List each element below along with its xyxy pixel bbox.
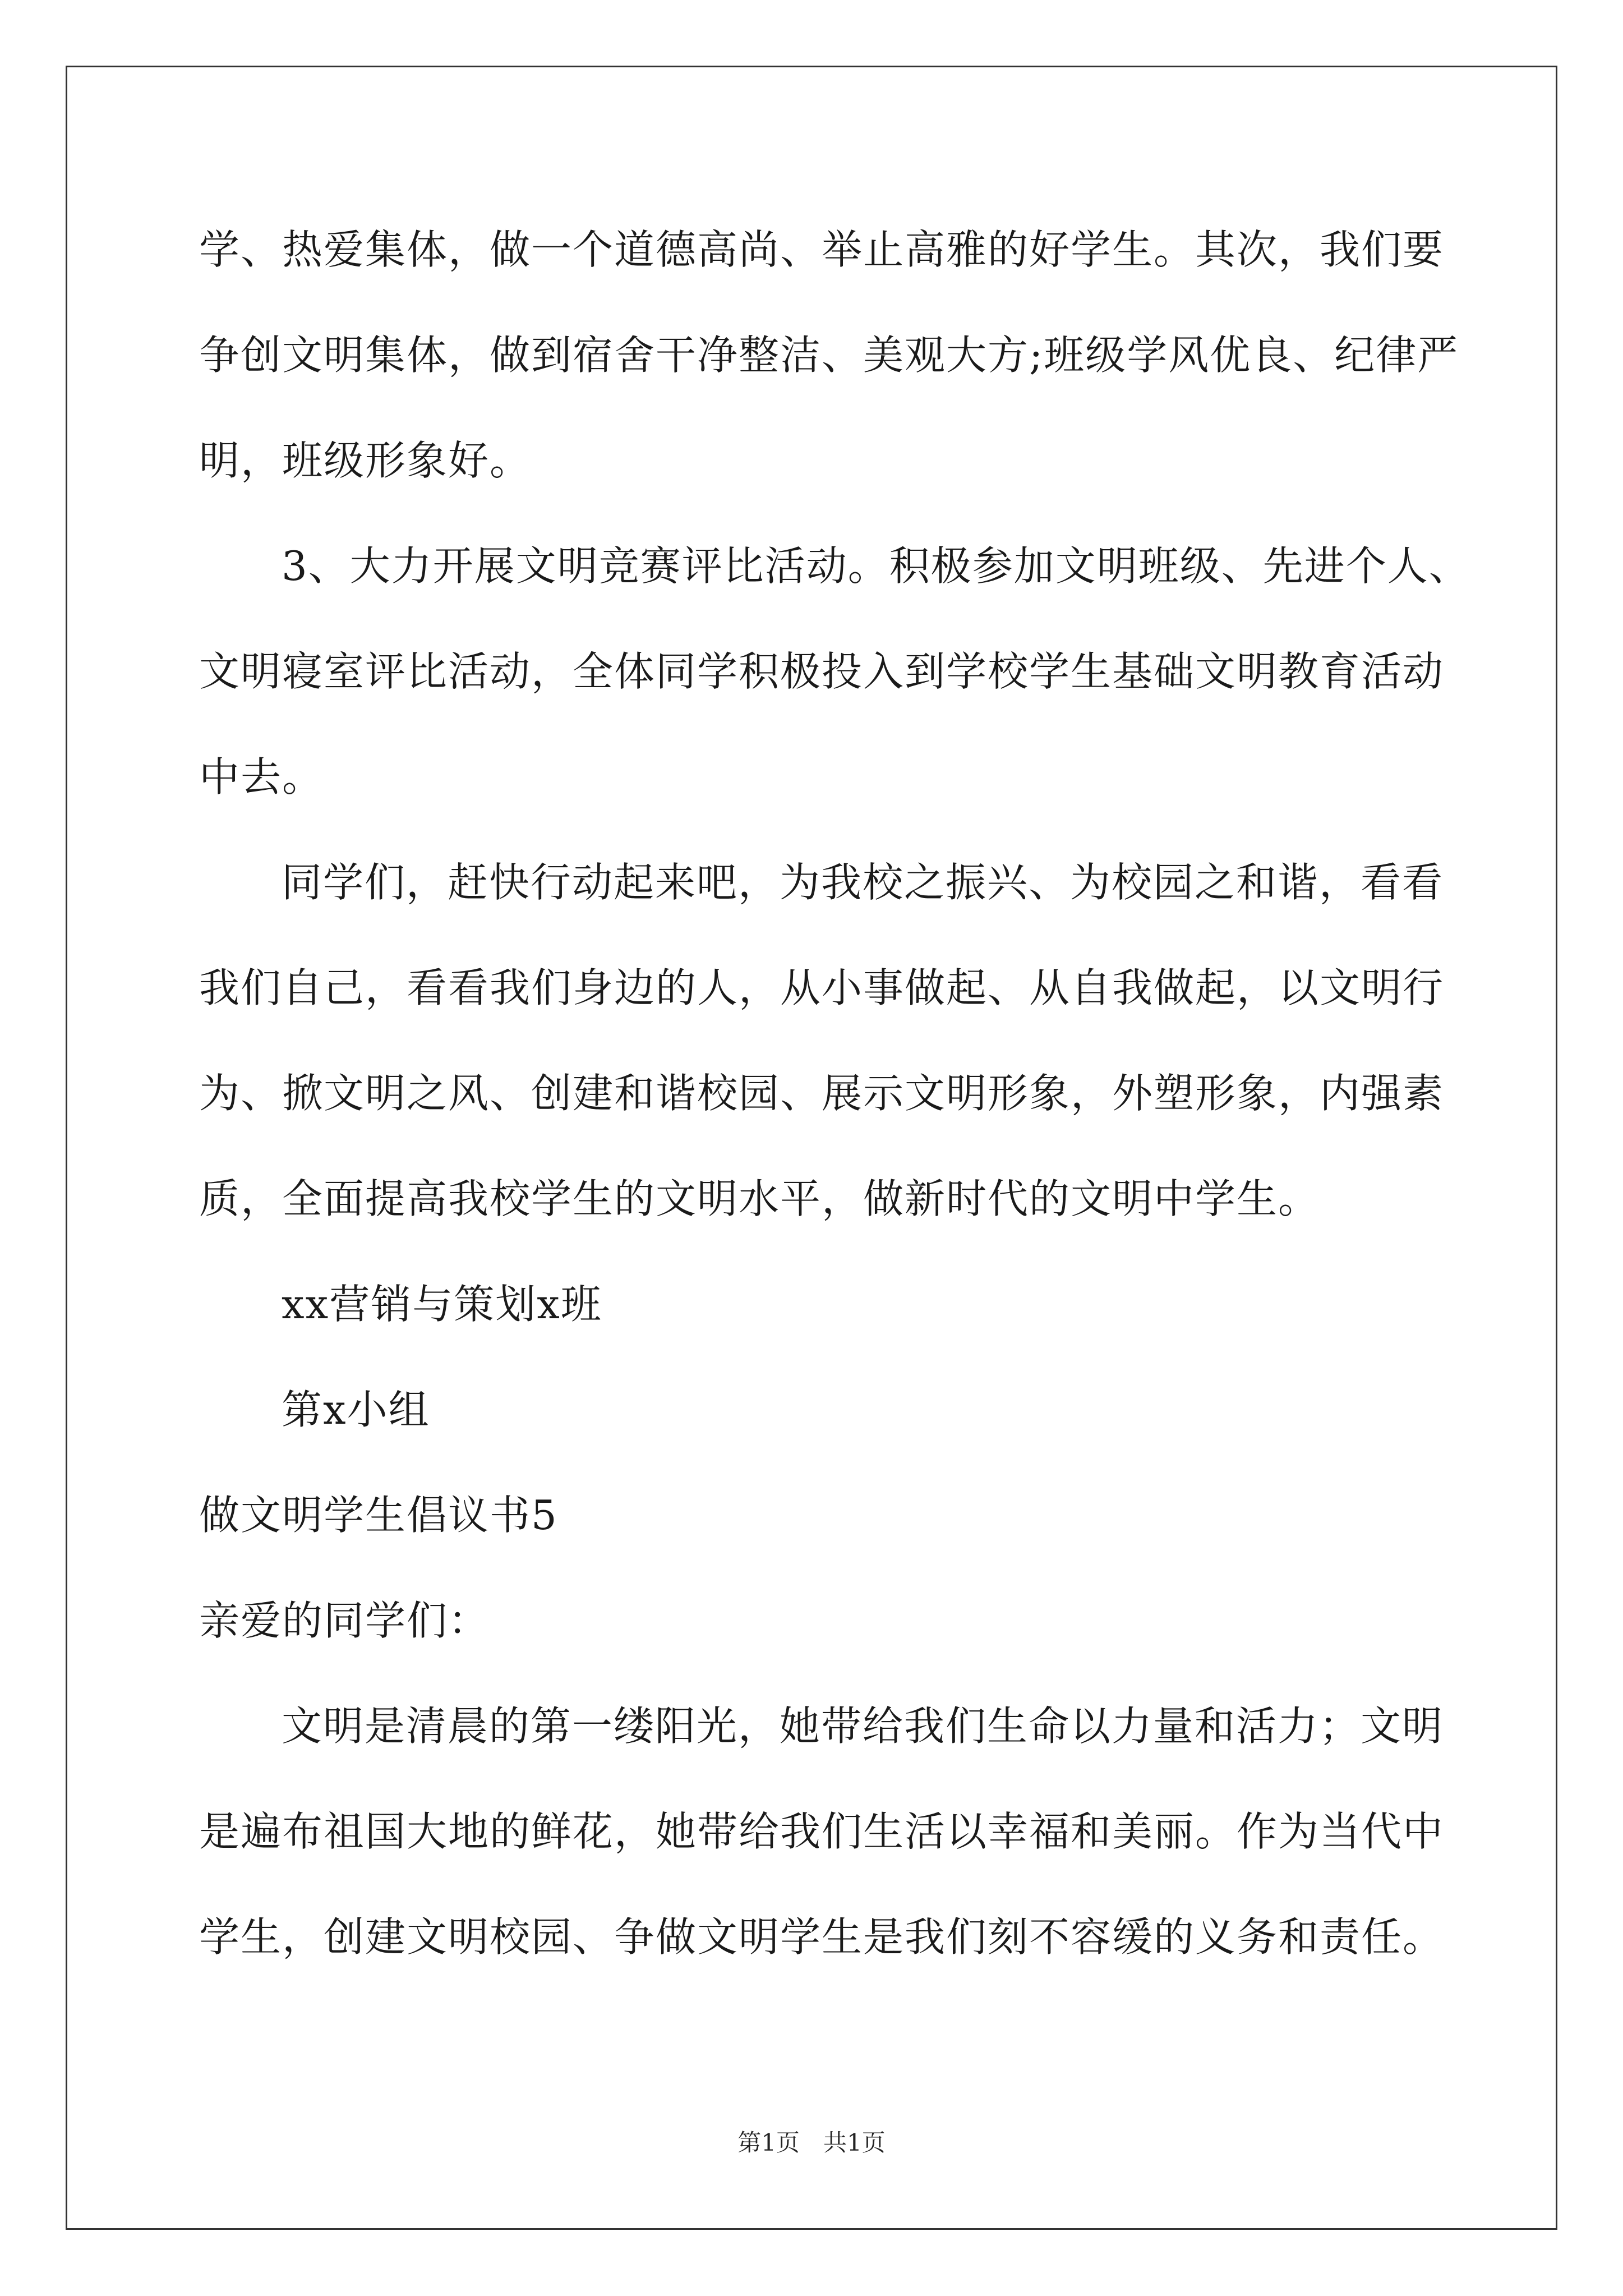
paragraph-line: 中去。 xyxy=(199,753,324,800)
paragraph-line: 文明是清晨的第一缕阳光，她带给我们生命以力量和活力；文明 xyxy=(282,1703,1444,1750)
paragraph-line: 文明寝室评比活动，全体同学积极投入到学校学生基础文明教育活动 xyxy=(199,648,1445,695)
paragraph-line: 学生，创建文明校园、争做文明学生是我们刻不容缓的义务和责任。 xyxy=(199,1913,1445,1961)
paragraph-line: 学、热爱集体，做一个道德高尚、举止高雅的好学生。其次，我们要 xyxy=(199,226,1445,273)
section-title: 做文明学生倡议书5 xyxy=(199,1492,558,1539)
paragraph-line: 我们自己，看看我们身边的人，从小事做起、从自我做起，以文明行 xyxy=(199,964,1445,1011)
paragraph-line: 是遍布祖国大地的鲜花，她带给我们生活以幸福和美丽。作为当代中 xyxy=(199,1808,1445,1855)
paragraph-line: 质，全面提高我校学生的文明水平，做新时代的文明中学生。 xyxy=(199,1175,1320,1222)
group-name: 第x小组 xyxy=(282,1386,430,1433)
page-number: 第1页 共1页 xyxy=(737,2129,886,2156)
paragraph-line: 3、大力开展文明竞赛评比活动。积极参加文明班级、先进个人、 xyxy=(282,542,1470,590)
salutation: 亲爱的同学们： xyxy=(199,1597,490,1644)
paragraph-line: 明，班级形象好。 xyxy=(199,437,532,484)
paragraph-line: 同学们，赶快行动起来吧，为我校之振兴、为校园之和谐，看看 xyxy=(282,859,1444,906)
paragraph-line: 争创文明集体，做到宿舍干净整洁、美观大方;班级学风优良、纪律严 xyxy=(199,332,1459,379)
class-name: xx营销与策划x班 xyxy=(282,1281,602,1328)
paragraph-line: 为、掀文明之风、创建和谐校园、展示文明形象，外塑形象，内强素 xyxy=(199,1070,1445,1117)
page-border xyxy=(66,66,1557,2230)
